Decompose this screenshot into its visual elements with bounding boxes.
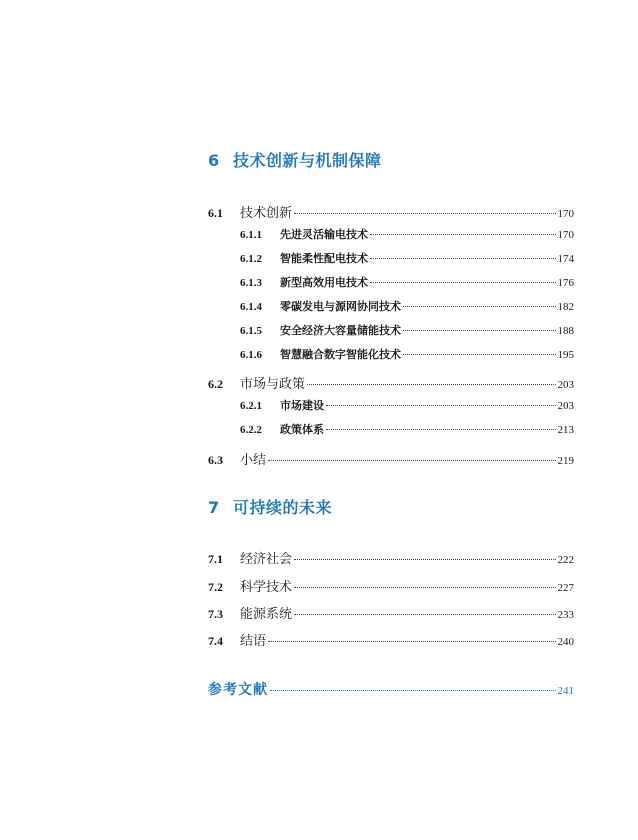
entry-number: 7.3	[208, 607, 223, 621]
toc-entry-6-1-4[interactable]	[240, 298, 574, 314]
entry-number: 6.1	[208, 206, 223, 220]
chapter-number: 7	[208, 498, 220, 517]
entry-page: 174	[557, 253, 574, 265]
entry-title: 政策体系	[280, 423, 324, 436]
entry-page: 195	[557, 349, 574, 361]
entry-title: 技术创新	[240, 206, 293, 221]
entry-number: 6.2.1	[240, 400, 262, 412]
dot-leader	[294, 587, 555, 588]
entry-number: 6.1.3	[240, 277, 262, 289]
entry-page: 240	[557, 636, 574, 648]
dot-leader	[307, 384, 555, 385]
dot-leader	[370, 282, 556, 283]
entry-page: 233	[557, 609, 574, 621]
dot-leader	[294, 614, 555, 615]
entry-title: 智能柔性配电技术	[280, 252, 368, 265]
entry-title: 智慧融合数字智能化技术	[280, 348, 401, 361]
toc-entry-6-1-2[interactable]	[240, 250, 574, 266]
entry-title: 先进灵活输电技术	[280, 228, 368, 241]
entry-number: 7.1	[208, 552, 223, 566]
entry-title: 结语	[240, 634, 267, 649]
entry-page: 188	[557, 325, 574, 337]
entry-title: 小结	[240, 453, 267, 468]
dot-leader	[270, 690, 556, 691]
toc-entry-6-2-1[interactable]	[240, 397, 574, 413]
entry-page: 213	[557, 424, 574, 436]
entry-number: 6.1.5	[240, 325, 262, 337]
entry-title: 能源系统	[240, 607, 293, 622]
dot-leader	[370, 258, 556, 259]
toc-entry-6-2[interactable]	[208, 373, 574, 392]
toc-entry-6-1-3[interactable]	[240, 274, 574, 290]
entry-page: 203	[557, 379, 574, 391]
toc-entry-6-1-5[interactable]	[240, 322, 574, 338]
entry-page: 170	[557, 229, 574, 241]
dot-leader	[268, 641, 555, 642]
toc-entry-6-3[interactable]	[208, 449, 574, 468]
dot-leader	[268, 460, 555, 461]
entry-page: 222	[557, 554, 574, 566]
dot-leader	[403, 330, 556, 331]
entry-number: 6.1.2	[240, 253, 262, 265]
dot-leader	[403, 354, 556, 355]
toc-entry-references[interactable]	[208, 679, 574, 699]
toc-entry-7-2[interactable]	[208, 576, 574, 595]
dot-leader	[326, 429, 556, 430]
entry-page: 176	[557, 277, 574, 289]
entry-number: 6.1.1	[240, 229, 262, 241]
entry-page: 182	[557, 301, 574, 313]
entry-number: 7.2	[208, 580, 223, 594]
entry-title: 市场与政策	[240, 377, 306, 392]
entry-number: 6.1.6	[240, 349, 262, 361]
dot-leader	[326, 405, 556, 406]
entry-page: 227	[557, 582, 574, 594]
dot-leader	[403, 306, 556, 307]
dot-leader	[370, 234, 556, 235]
entry-number: 7.4	[208, 634, 223, 648]
chapter-title: 技术创新与机制保障	[233, 151, 382, 170]
references-page: 241	[557, 685, 574, 697]
entry-page: 219	[557, 455, 574, 467]
chapter-7-heading[interactable]	[208, 495, 332, 518]
entry-title: 安全经济大容量储能技术	[280, 324, 401, 337]
dot-leader	[294, 559, 555, 560]
entry-number: 6.1.4	[240, 301, 262, 313]
entry-number: 6.2.2	[240, 424, 262, 436]
entry-title: 科学技术	[240, 580, 293, 595]
entry-title: 经济社会	[240, 552, 293, 567]
chapter-title: 可持续的未来	[233, 498, 333, 517]
toc-entry-7-4[interactable]	[208, 630, 574, 649]
entry-title: 零碳发电与源网协同技术	[280, 300, 401, 313]
toc-entry-7-3[interactable]	[208, 603, 574, 622]
toc-entry-6-1-6[interactable]	[240, 346, 574, 362]
toc-entry-6-2-2[interactable]	[240, 421, 574, 437]
toc-entry-7-1[interactable]	[208, 548, 574, 567]
entry-title: 新型高效用电技术	[280, 276, 368, 289]
entry-number: 6.2	[208, 377, 223, 391]
chapter-6-heading[interactable]	[208, 148, 382, 171]
entry-page: 203	[557, 400, 574, 412]
entry-page: 170	[557, 208, 574, 220]
toc-entry-6-1-1[interactable]	[240, 226, 574, 242]
toc-entry-6-1[interactable]	[208, 202, 574, 221]
dot-leader	[294, 213, 555, 214]
entry-number: 6.3	[208, 453, 223, 467]
references-title: 参考文献	[208, 682, 268, 698]
entry-title: 市场建设	[280, 399, 324, 412]
chapter-number: 6	[208, 151, 220, 170]
